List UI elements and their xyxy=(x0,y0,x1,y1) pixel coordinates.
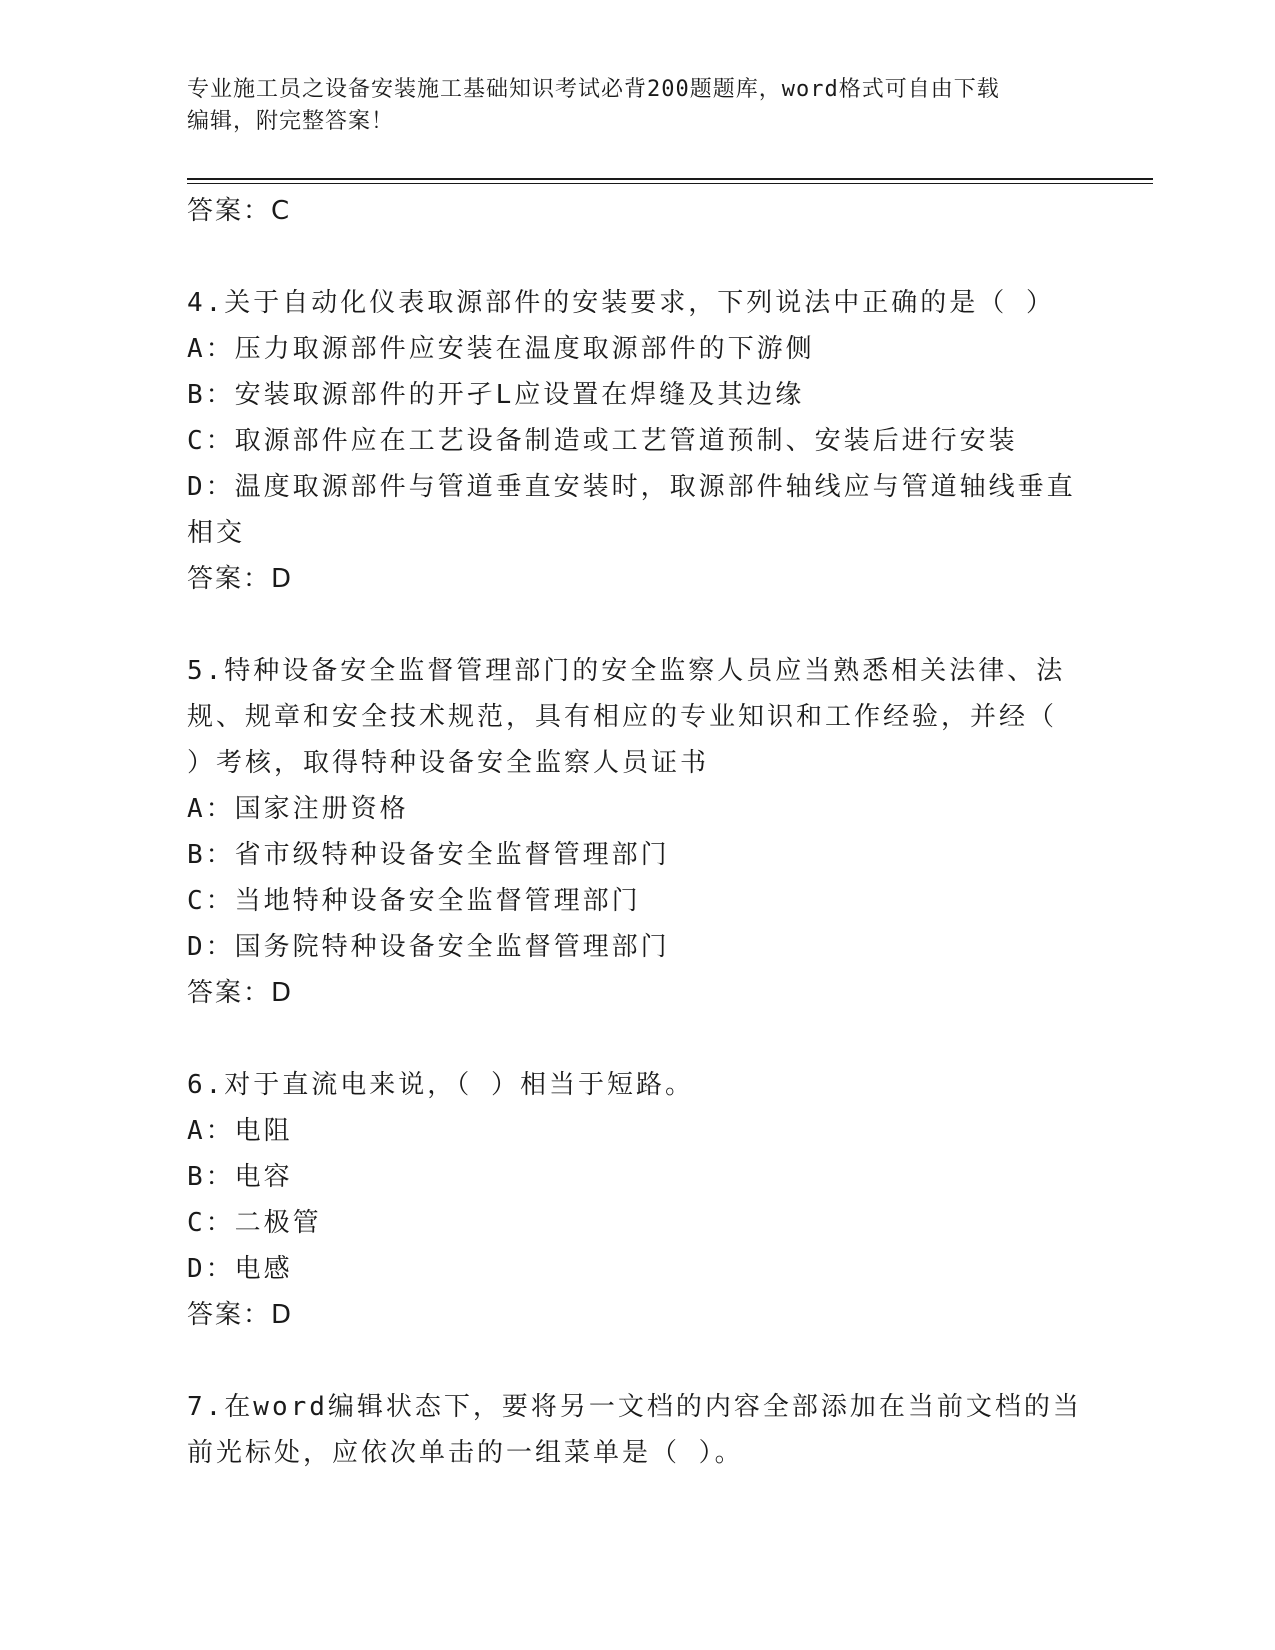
spacer xyxy=(187,1016,1077,1062)
answer-line: 答案：D xyxy=(187,978,294,1008)
question-4 xyxy=(187,280,1077,602)
question-7 xyxy=(187,1384,1082,1476)
question-stem: 7.在word编辑状态下，要将另一文档的内容全部添加在当前文档的当 xyxy=(187,1392,1082,1422)
header-divider-thick xyxy=(187,178,1153,180)
option-a: A：电阻 xyxy=(187,1116,293,1146)
spacer xyxy=(187,234,1077,280)
question-stem: 6.对于直流电来说，（ ）相当于短路。 xyxy=(187,1070,694,1100)
option-d: D：电感 xyxy=(187,1254,293,1284)
question-stem: 4.关于自动化仪表取源部件的安装要求，下列说法中正确的是（ ） xyxy=(187,288,1055,318)
option-c: C：当地特种设备安全监督管理部门 xyxy=(187,886,641,916)
answer-prefix: 答案： xyxy=(187,196,272,226)
question-stem-line-3: ）考核，取得特种设备安全监察人员证书 xyxy=(187,748,710,778)
answer-line: 答案：D xyxy=(187,564,294,594)
option-b: B：省市级特种设备安全监督管理部门 xyxy=(187,840,670,870)
answer-line: 答案：D xyxy=(187,1300,294,1330)
document-header xyxy=(187,74,1067,138)
question-stem: 5.特种设备安全监督管理部门的安全监察人员应当熟悉相关法律、法 xyxy=(187,656,1066,686)
spacer xyxy=(187,1338,1077,1384)
option-a: A：压力取源部件应安装在温度取源部件的下游侧 xyxy=(187,334,815,364)
option-d-continued: 相交 xyxy=(187,518,246,548)
answer-value: C xyxy=(271,196,292,226)
option-d: D：温度取源部件与管道垂直安装时，取源部件轴线应与管道轴线垂直 xyxy=(187,472,1076,502)
option-b: B：安装取源部件的开孑L应设置在焊缝及其边缘 xyxy=(187,380,805,410)
question-stem-line-2: 规、规章和安全技术规范，具有相应的专业知识和工作经验，并经（ xyxy=(187,702,1058,732)
header-line-2: 编辑，附完整答案！ xyxy=(187,109,395,134)
option-c: C：取源部件应在工艺设备制造或工艺管道预制、安装后进行安装 xyxy=(187,426,1018,456)
option-a: A：国家注册资格 xyxy=(187,794,409,824)
header-line-1: 专业施工员之设备安装施工基础知识考试必背200题题库，word格式可自由下载 xyxy=(187,77,1000,102)
option-b: B：电容 xyxy=(187,1162,293,1192)
document-body xyxy=(187,188,1082,1476)
question-5 xyxy=(187,648,1077,1016)
option-d: D：国务院特种设备安全监督管理部门 xyxy=(187,932,670,962)
question-6 xyxy=(187,1062,1077,1338)
spacer xyxy=(187,602,1077,648)
header-divider-thin xyxy=(187,183,1153,184)
previous-question-answer xyxy=(187,188,1077,234)
option-c: C：二极管 xyxy=(187,1208,322,1238)
question-stem-line-2: 前光标处，应依次单击的一组菜单是（ ）。 xyxy=(187,1438,744,1468)
